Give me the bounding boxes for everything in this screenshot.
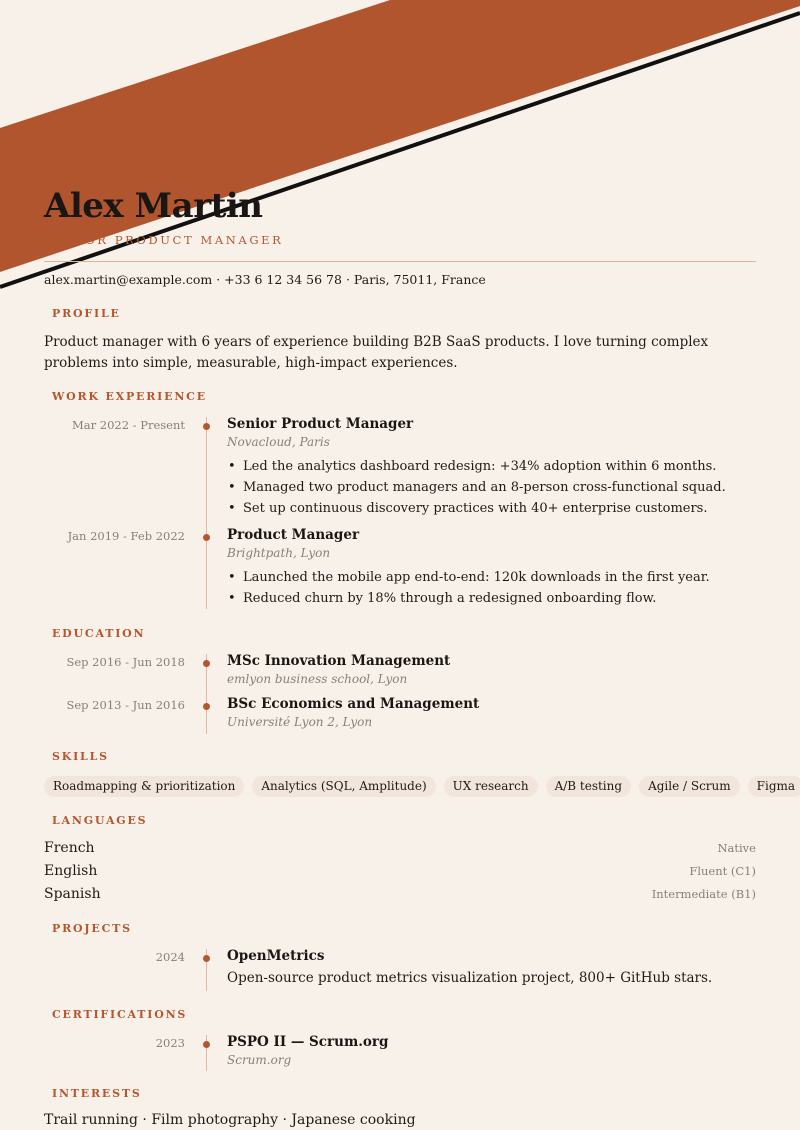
entry-dates: Mar 2022 - Present [71, 418, 185, 432]
bullet-item: • Set up continuous discovery practices with 40+ enterprise customers. [227, 498, 726, 519]
timeline-dot [203, 423, 210, 430]
entry-year: 2023 [155, 1036, 185, 1050]
skill-chip: Analytics (SQL, Amplitude) [252, 776, 435, 797]
timeline-dot [203, 660, 210, 667]
interests-text: Trail running · Film photography · Japanese cooking [44, 1112, 416, 1128]
entry-title: Product Manager [227, 527, 360, 543]
entry-title: Senior Product Manager [227, 416, 414, 432]
skill-chip: Figma [748, 776, 800, 797]
section-title-experience: WORK EXPERIENCE [52, 390, 207, 403]
entry-dates: Jan 2019 - Feb 2022 [67, 529, 185, 543]
skill-chip: Agile / Scrum [639, 776, 740, 797]
section-title-profile: PROFILE [52, 307, 121, 320]
bullet-item: • Launched the mobile app end-to-end: 120k downloads in the first year. [227, 567, 710, 588]
timeline-dot [203, 1041, 210, 1048]
entry-organization: emlyon business school, Lyon [227, 672, 408, 686]
skill-chip: UX research [444, 776, 538, 797]
profile-text: Product manager with 6 years of experience building B2B SaaS products. I love turning complex problems into simple, measurable, high-impact experiences. [44, 334, 709, 371]
entry-bullets [227, 456, 726, 519]
bullet-item: • Reduced churn by 18% through a redesigned onboarding flow. [227, 588, 710, 609]
timeline-dot [203, 703, 210, 710]
timeline-dot [203, 955, 210, 962]
section-title-languages: LANGUAGES [52, 814, 148, 827]
entry-title: MSc Innovation Management [227, 653, 451, 669]
candidate-role: SENIOR PRODUCT MANAGER [44, 233, 284, 247]
experience-timeline [206, 417, 207, 609]
skill-chip: Roadmapping & prioritization [44, 776, 244, 797]
language-row [44, 863, 756, 885]
language-level: Native [717, 841, 756, 855]
section-title-interests: INTERESTS [52, 1087, 142, 1100]
entry-organization: Scrum.org [227, 1053, 292, 1067]
entry-dates: Sep 2016 - Jun 2018 [66, 655, 185, 669]
bullet-item: • Led the analytics dashboard redesign: +34% adoption within 6 months. [227, 456, 726, 477]
contact-line: alex.martin@example.com · +33 6 12 34 56 78 · Paris, 75011, France [44, 272, 486, 287]
language-name: Spanish [44, 886, 101, 902]
section-title-skills: SKILLS [52, 750, 109, 763]
header-divider [44, 261, 756, 262]
bullet-item: • Managed two product managers and an 8-person cross-functional squad. [227, 477, 726, 498]
language-level: Fluent (C1) [689, 864, 756, 878]
project-description: Open-source product metrics visualization project, 800+ GitHub stars. [227, 970, 713, 986]
language-name: English [44, 863, 98, 879]
entry-dates: Sep 2013 - Jun 2016 [66, 698, 185, 712]
entry-organization: Novacloud, Paris [227, 435, 330, 449]
section-title-certifications: CERTIFICATIONS [52, 1008, 188, 1021]
entry-organization: Université Lyon 2, Lyon [227, 715, 373, 729]
language-level: Intermediate (B1) [651, 887, 756, 901]
skill-chip: A/B testing [546, 776, 632, 797]
entry-year: 2024 [155, 950, 185, 964]
language-row [44, 840, 756, 862]
entry-bullets [227, 567, 710, 609]
timeline-dot [203, 534, 210, 541]
entry-title: PSPO II — Scrum.org [227, 1034, 389, 1050]
entry-title: OpenMetrics [227, 948, 325, 964]
skills-list [44, 776, 800, 797]
language-name: French [44, 840, 95, 856]
entry-title: BSc Economics and Management [227, 696, 480, 712]
section-title-projects: PROJECTS [52, 922, 132, 935]
entry-organization: Brightpath, Lyon [227, 546, 331, 560]
candidate-name: Alex Martin [44, 186, 263, 226]
language-row [44, 886, 756, 908]
section-title-education: EDUCATION [52, 627, 146, 640]
